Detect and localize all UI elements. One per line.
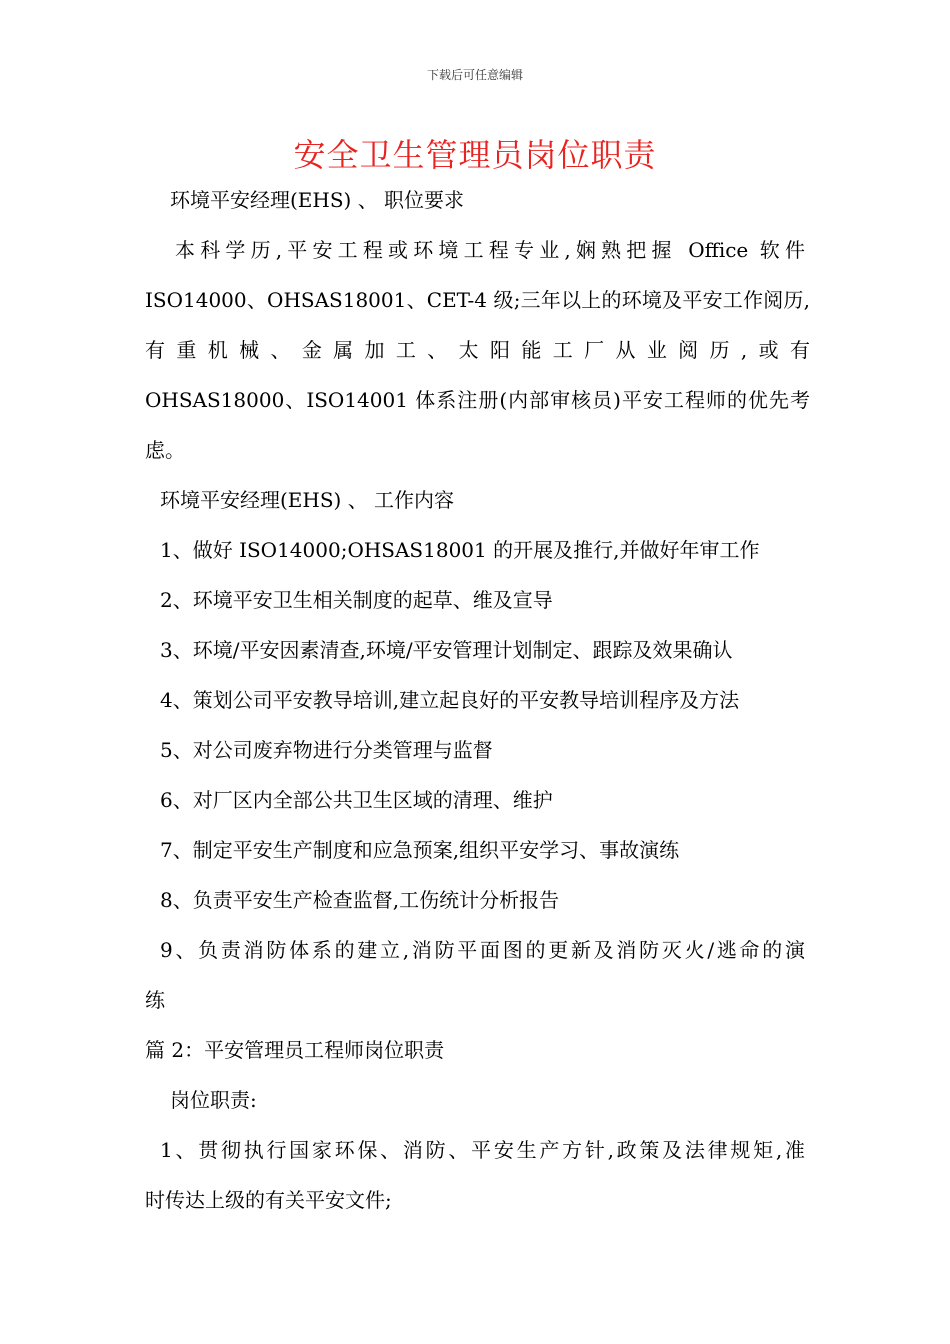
section-subheading: 岗位职责: bbox=[170, 1088, 257, 1112]
list-item: 9、负责消防体系的建立,消防平面图的更新及消防灭火/逃命的演 bbox=[160, 938, 805, 962]
list-item: 1、做好 ISO14000;OHSAS18001 的开展及推行,并做好年审工作 bbox=[160, 538, 760, 562]
list-item-continuation: 时传达上级的有关平安文件; bbox=[145, 1188, 392, 1212]
header-note: 下载后可任意编辑 bbox=[426, 68, 523, 82]
list-item-continuation: 练 bbox=[145, 988, 165, 1012]
section-heading-requirements: 环境平安经理(EHS) 、 职位要求 bbox=[170, 188, 465, 212]
paragraph-line: 虑。 bbox=[145, 438, 185, 462]
list-item: 8、负责平安生产检查监督,工伤统计分析报告 bbox=[160, 888, 560, 912]
list-item: 3、环境/平安因素清查,环境/平安管理计划制定、跟踪及效果确认 bbox=[160, 638, 733, 662]
list-item: 6、对厂区内全部公共卫生区域的清理、维护 bbox=[160, 788, 553, 812]
paragraph-line: 本科学历,平安工程或环境工程专业,娴熟把握 Office 软件 bbox=[175, 238, 805, 262]
list-item: 7、制定平安生产制度和应急预案,组织平安学习、事故演练 bbox=[160, 838, 680, 862]
list-item: 2、环境平安卫生相关制度的起草、维及宣导 bbox=[160, 588, 553, 612]
paragraph-line: OHSAS18000、ISO14001 体系注册(内部审核员)平安工程师的优先考 bbox=[145, 388, 810, 412]
list-item: 1、贯彻执行国家环保、消防、平安生产方针,政策及法律规矩,准 bbox=[160, 1138, 805, 1162]
section-heading-part2: 篇 2：平安管理员工程师岗位职责 bbox=[145, 1038, 445, 1062]
paragraph-line: 有重机械、金属加工、太阳能工厂从业阅历,或有 bbox=[145, 338, 810, 362]
paragraph-line: ISO14000、OHSAS18001、CET-4 级;三年以上的环境及平安工作阅历, bbox=[145, 288, 810, 312]
section-heading-duties: 环境平安经理(EHS) 、 工作内容 bbox=[160, 488, 455, 512]
list-item: 4、策划公司平安教导培训,建立起良好的平安教导培训程序及方法 bbox=[160, 688, 740, 712]
page-title: 安全卫生管理员岗位职责 bbox=[293, 136, 657, 174]
list-item: 5、对公司废弃物进行分类管理与监督 bbox=[160, 738, 493, 762]
